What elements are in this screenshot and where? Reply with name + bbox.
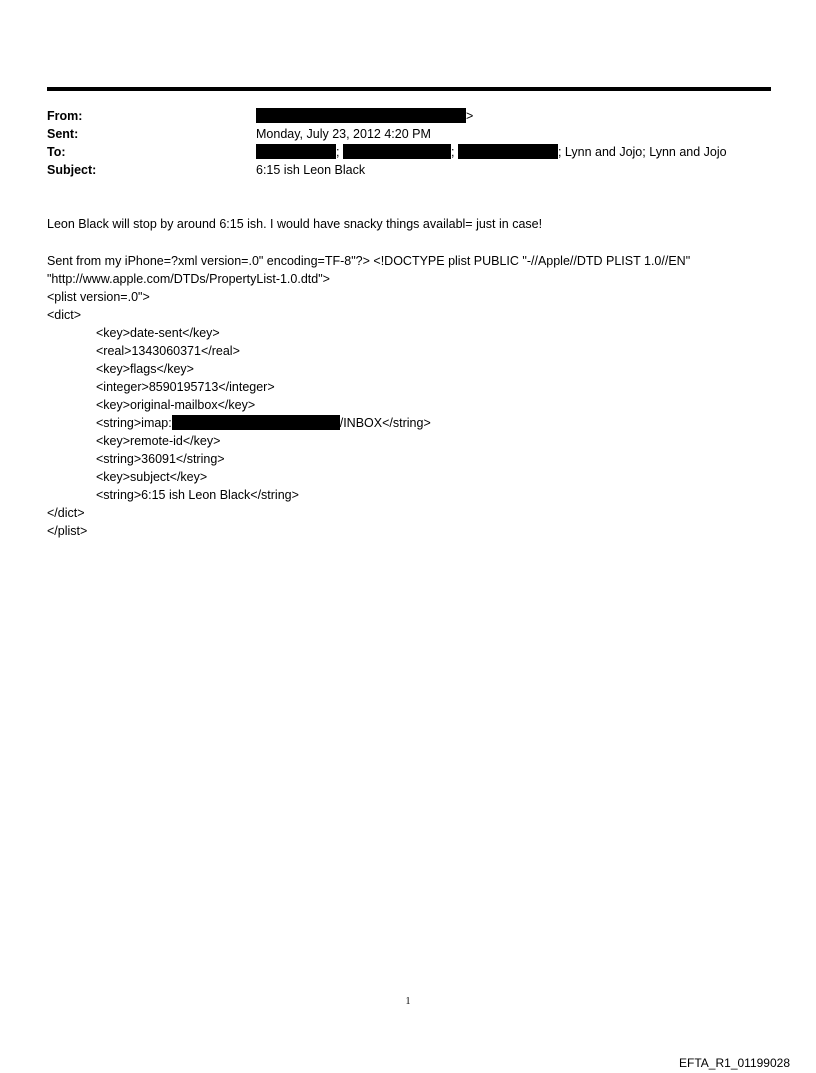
from-label: From: [47,109,83,123]
plist-line: <string>6:15 ish Leon Black</string> [96,488,299,502]
subject-label: Subject: [47,163,97,177]
from-value [256,107,473,125]
to-separator: ; [336,145,340,159]
from-suffix: > [466,109,474,123]
to-separator: ; [450,145,455,159]
redaction-block [343,144,451,159]
sent-value: Monday, July 23, 2012 4:20 PM [256,127,431,141]
plist-line: <key>date-sent</key> [96,326,220,340]
plist-line: <key>flags</key> [96,362,194,376]
signature-line: Sent from my iPhone=?xml version=.0" encoding=TF-8"?> <!DOCTYPE plist PUBLIC "-//Apple//DTD PLIST 1.0//EN" [47,254,691,268]
redaction-block [172,415,340,430]
page-number: 1 [405,996,411,1007]
plist-line: <integer>8590195713</integer> [96,380,275,394]
to-recipients-tail: ; Lynn and Jojo; Lynn and Jojo [557,145,727,159]
plist-line: <key>subject</key> [96,470,208,484]
bates-number: EFTA_R1_01199028 [679,1056,790,1070]
plist-line: <key>original-mailbox</key> [96,398,256,412]
redaction-block [458,144,558,159]
signature-line: "http://www.apple.com/DTDs/PropertyList-1.0.dtd"> [47,272,330,286]
dict-close: </dict> [47,506,85,520]
to-label: To: [47,145,66,159]
redaction-block [256,108,466,123]
to-value [256,143,727,161]
imap-prefix: <string>imap: [96,416,172,430]
plist-imap-line [96,414,431,432]
plist-line: <real>1343060371</real> [96,344,240,358]
sent-label: Sent: [47,127,79,141]
redaction-block [256,144,336,159]
header-rule [47,87,771,91]
subject-value: 6:15 ish Leon Black [256,163,366,177]
plist-line: <string>36091</string> [96,452,225,466]
plist-line: <key>remote-id</key> [96,434,221,448]
message-text: Leon Black will stop by around 6:15 ish. I would have snacky things availabl= just in case! [47,217,543,231]
plist-open: <plist version=.0"> [47,290,150,304]
plist-close: </plist> [47,524,88,538]
dict-open: <dict> [47,308,82,322]
imap-suffix: /INBOX</string> [339,416,431,430]
